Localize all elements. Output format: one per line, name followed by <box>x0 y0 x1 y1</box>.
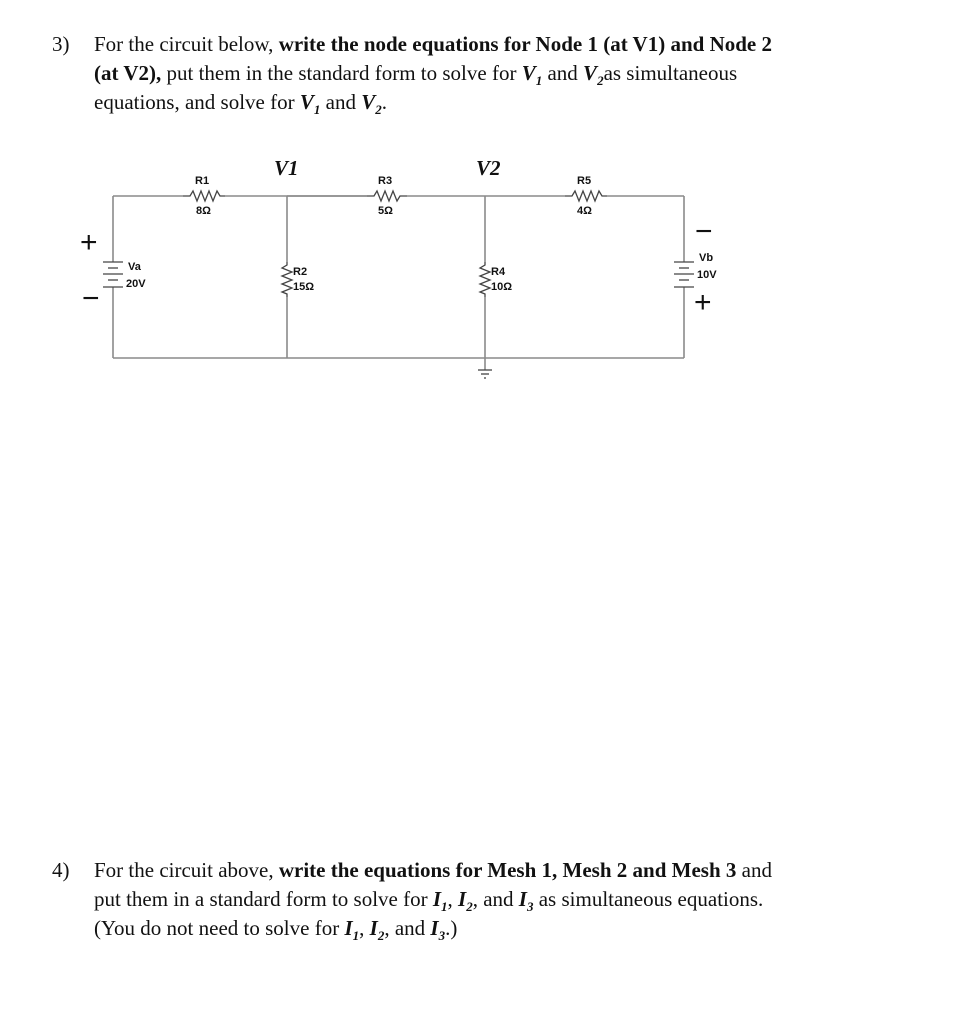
q3-line2-text: put them in the standard form to solve for <box>161 61 522 85</box>
q4-i3-symbol-2: $I_3$ <box>430 916 446 944</box>
r4-name: R4 <box>491 266 506 278</box>
q4-line1-bold: write the equations for Mesh 1, Mesh 2 and Mesh 3 <box>278 858 737 882</box>
q4-i3-symbol: $I_3$ <box>518 887 534 915</box>
r2-value: 15Ω <box>293 281 315 293</box>
vb-value: 10V <box>697 269 717 281</box>
q4-line1-intro: For the circuit above, <box>94 858 279 882</box>
question-3-number: 3) <box>52 32 70 56</box>
resistor-r3 <box>367 191 407 201</box>
q4-line3-text: (You do not need to solve for <box>94 916 345 940</box>
va-plus-sign: + <box>80 226 98 259</box>
node1-label: V1 <box>274 156 299 180</box>
resistor-r1 <box>183 191 225 201</box>
question-3-text: For the circuit below, write the node equations for Node 1 (at V1) and Node 2 (at V2), put them in the standard form to solve for $V_1$ and $V_2as$ simultaneous equations, and solve for $V_1$ and $V_2$. <box>94 32 772 118</box>
r4-value: 10Ω <box>491 281 513 293</box>
va-value: 20V <box>126 278 146 290</box>
vb-plus-sign: + <box>694 286 712 319</box>
q3-v1-symbol: $V_1$ <box>521 61 543 89</box>
q3-v1-symbol-2: $V_1$ <box>299 90 321 118</box>
q4-i1-symbol: $I_1$ <box>432 887 448 915</box>
resistor-r5 <box>565 191 607 201</box>
vb-minus-sign: − <box>695 215 713 248</box>
va-minus-sign: − <box>82 282 100 315</box>
r3-name: R3 <box>378 175 393 187</box>
q3-line1-bold: write the node equations for Node 1 (at V1) and Node 2 <box>278 32 772 56</box>
vb-name: Vb <box>699 252 714 264</box>
va-name: Va <box>128 261 141 273</box>
q3-line1-intro: For the circuit below, <box>94 32 279 56</box>
r1-value: 8Ω <box>196 205 211 217</box>
q3-v2-symbol: $V_2$ <box>583 61 604 89</box>
resistor-r4 <box>480 262 490 297</box>
r2-name: R2 <box>293 266 308 278</box>
r1-name: R1 <box>195 175 210 187</box>
r5-value: 4Ω <box>577 205 592 217</box>
q4-line2-text: put them in a standard form to solve for <box>94 887 433 911</box>
r5-name: R5 <box>577 175 592 187</box>
battery-va <box>103 262 123 287</box>
resistor-r2 <box>282 262 292 297</box>
q3-line3-text: equations, and solve for <box>94 90 300 114</box>
q3-line2-bold: (at V2), <box>94 61 162 85</box>
q3-v2-symbol-2: $V_2$ <box>361 90 382 118</box>
ground-icon <box>478 370 492 378</box>
q4-i2-symbol-2: $I_2$ <box>369 916 385 944</box>
q4-i1-symbol-2: $I_1$ <box>344 916 360 944</box>
question-4-number: 4) <box>52 858 70 882</box>
question-4 <box>52 856 932 943</box>
battery-vb <box>674 262 694 287</box>
r3-value: 5Ω <box>378 205 393 217</box>
question-4-text: For the circuit above, write the equations for Mesh 1, Mesh 2 and Mesh 3 and put them in a standard form to solve for $I_1$, $I_2$, and $I_3$ as simultaneous equations. (You do not need to solve for $I_1$, $I_2$, and $I_3$.) <box>94 858 772 944</box>
node2-label: V2 <box>476 156 501 180</box>
q4-i2-symbol: $I_2$ <box>458 887 473 915</box>
